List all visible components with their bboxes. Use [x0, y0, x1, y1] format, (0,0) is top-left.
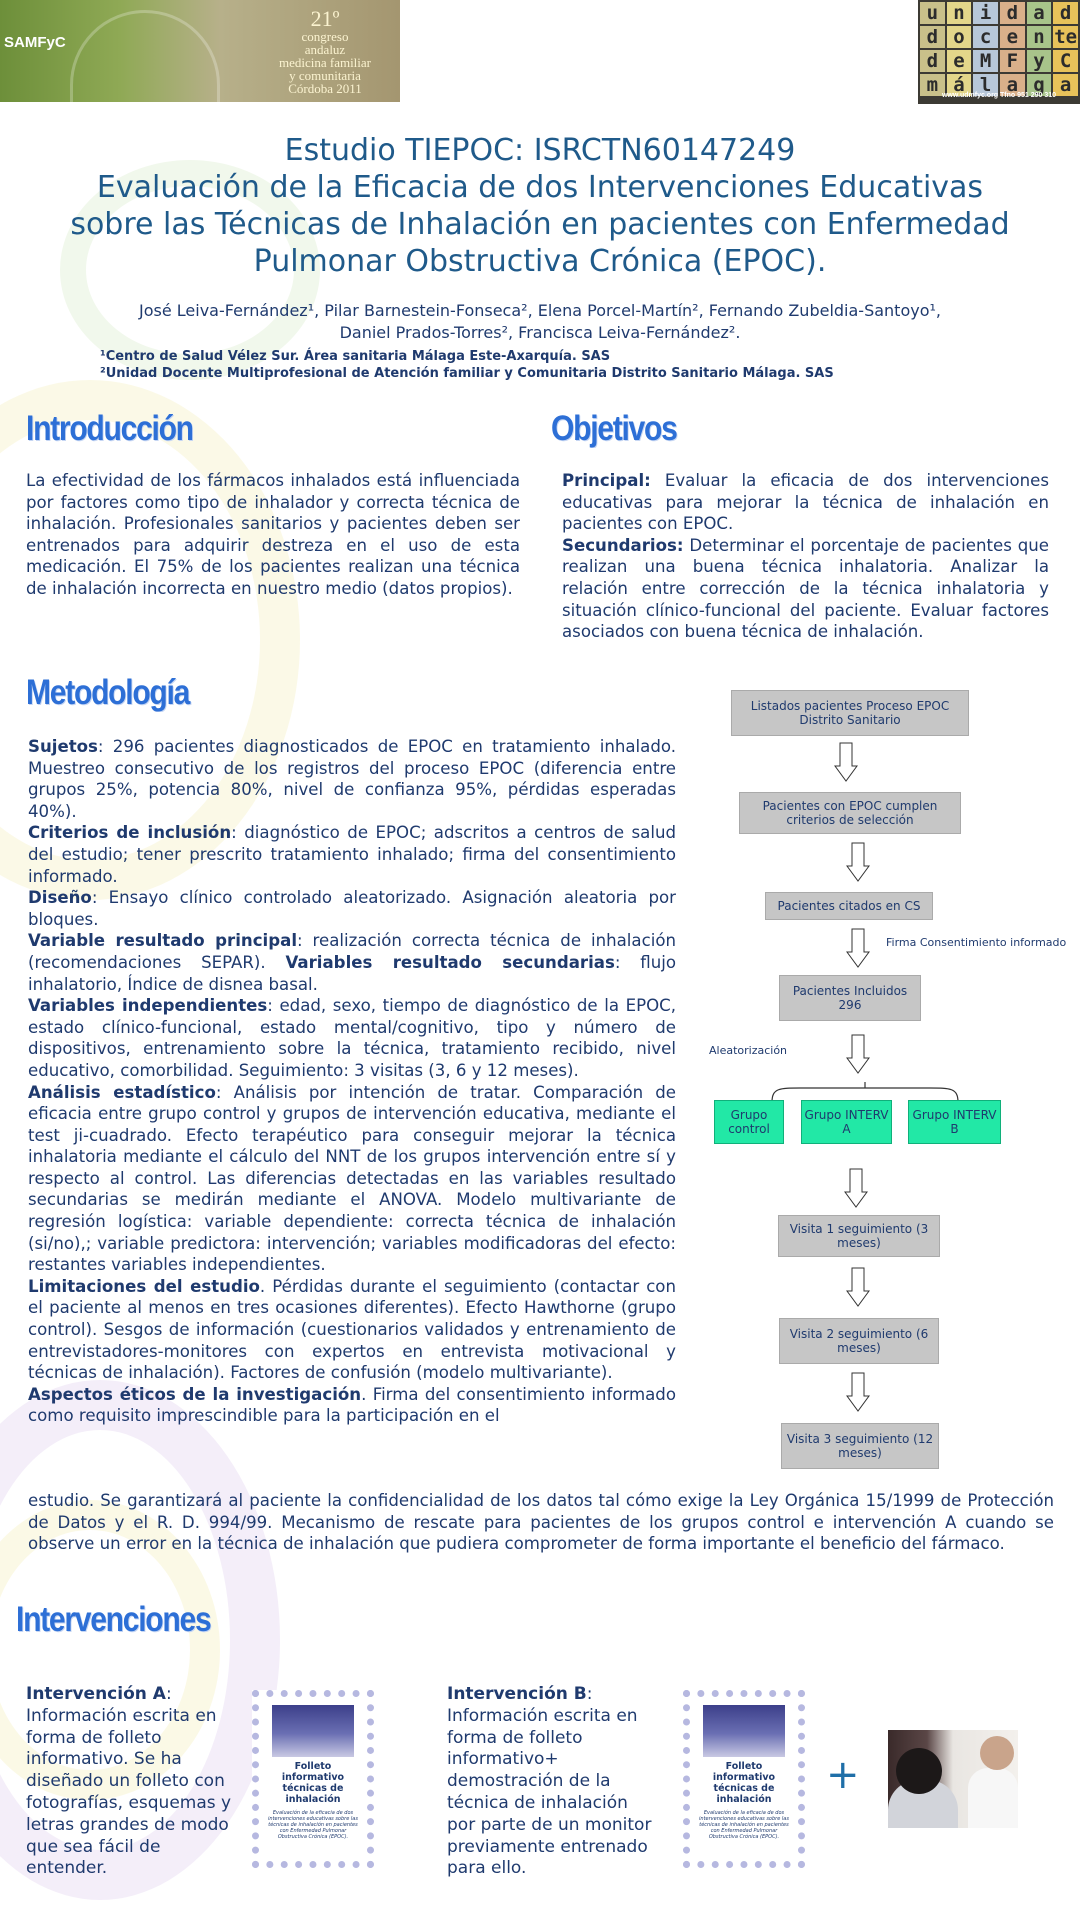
photo-shape	[968, 1768, 1018, 1828]
authors-line: José Leiva-Fernández¹, Pilar Barnestein-Fonseca², Elena Porcel-Martín², Fernando Zubeldia-Santoyo¹,	[139, 301, 941, 320]
down-arrow-icon	[834, 742, 858, 782]
logo-letter: a	[1027, 2, 1052, 24]
logo-letter: C	[1053, 50, 1078, 72]
group-interv-a-box: Grupo INTERV A	[801, 1100, 892, 1144]
variable-principal-label: Variable resultado principal	[28, 931, 298, 951]
congress-line: Córdoba 2011	[288, 81, 362, 96]
title-line: sobre las Técnicas de Inhalación en pacientes con Enfermedad	[70, 207, 1010, 242]
logo-letter: M	[973, 50, 998, 72]
title-line: Evaluación de la Eficacia de dos Intervenciones Educativas	[96, 170, 984, 205]
group-control-box: Grupo control	[714, 1100, 784, 1144]
flow-box-visita-3: Visita 3 seguimiento (12 meses)	[781, 1423, 939, 1469]
principal-label: Principal:	[562, 471, 651, 490]
intervencion-a: Intervención A: Información escrita en forma de folleto informativo. Se ha diseñado un folleto con fotografías, esquemas y letras grandes de modo que sea fácil de entender.	[26, 1684, 232, 1879]
logo-letter: d	[920, 26, 945, 48]
logo-letter: e	[1000, 26, 1025, 48]
variables-independientes-label: Variables independientes	[28, 996, 268, 1016]
unidad-docente-logo	[918, 0, 1080, 104]
photo-shape	[896, 1748, 942, 1794]
analisis-text: : Análisis por intención de tratar. Comparación de eficacia entre grupo control y grupos de intervención educativa, mediante el test ji-cuadrado. Efecto terapéutico para conseguir mejorar la técnica inhalatoria mediante el cálculo del NNT de los grupos intervención entre sí y respecto al control. Las diferencias detectadas en las variables resultado secundarias se medirán mediante el ANOVA. Modelo multivariante de regresión logística: variable dependiente: correcta técnica de inhalación (si/no),; variable predictora: intervención; variables modificadoras del efecto: restantes variables independientes.	[28, 1082, 677, 1275]
title-line: Estudio TIEPOC: ISRCTN60147249	[284, 133, 796, 168]
logo-letter: d	[1000, 2, 1025, 24]
leaflet-subtitle: Evaluación de la eficacia de dos intervenciones educativas sobre las técnicas de inhalación en pacientes con Enfermedad Pulmonar Obstructiva Crónica (EPOC).	[699, 1810, 789, 1840]
down-arrow-icon	[846, 1034, 870, 1074]
metodologia-heading: Metodología	[26, 673, 190, 712]
monitor-demonstration-photo	[888, 1730, 1018, 1828]
leaflet-title: Folleto informativo técnicas de inhalación	[712, 1761, 776, 1805]
limitaciones-label: Limitaciones del estudio	[28, 1276, 260, 1296]
logo-letter: c	[973, 26, 998, 48]
affiliations	[100, 348, 1000, 382]
logo-letter: l	[973, 74, 998, 96]
logo-letter: d	[920, 50, 945, 72]
sujetos-label: Sujetos	[28, 737, 98, 756]
logo-letter: a	[1000, 74, 1025, 96]
leaflet-subtitle: Evaluación de la eficacia de dos intervenciones educativas sobre las técnicas de inhalación en pacientes con Enfermedad Pulmonar Obstructiva Crónica (EPOC).	[268, 1810, 358, 1840]
analisis-label: Análisis estadístico	[28, 1082, 216, 1102]
eticos-text-continued: estudio. Se garantizará al paciente la confidencialidad de los datos tal cómo exige la Ley Orgánica 15/1999 de Protección de Datos y el R. D. 994/99. Mecanismo de rescate para pacientes de los grupos control e intervención A cuando se observe un error en la técnica de inhalación que pudiera comprometer de forma importante el beneficio del fármaco.	[28, 1491, 1054, 1554]
down-arrow-icon	[846, 1267, 870, 1307]
logo-letter: a	[1053, 74, 1078, 96]
flow-box-listados: Listados pacientes Proceso EPOC Distrito Sanitario	[731, 690, 969, 736]
metodologia-text	[28, 736, 676, 1427]
flow-box-incluidos	[779, 975, 921, 1021]
logo-letter: F	[1000, 50, 1025, 72]
logo-letter: i	[973, 2, 998, 24]
objetivos-heading: Objetivos	[551, 409, 677, 448]
variables-secundarias-text: : flujo inhalatorio, Índice de disnea basal.	[28, 952, 676, 994]
logo-letter: á	[947, 74, 972, 96]
logo-letter: g	[1027, 74, 1052, 96]
congress-line: andaluz	[304, 42, 346, 57]
flow-box-visita-1: Visita 1 seguimiento (3 meses)	[778, 1215, 940, 1257]
congress-title	[250, 8, 400, 95]
intervencion-a-text: Información escrita en forma de folleto informativo. Se ha diseñado un folleto con fotografías, esquemas y letras grandes de modo que sea fácil de entender.	[26, 1705, 232, 1879]
intervenciones-heading: Intervenciones	[16, 1600, 211, 1639]
logo-letter: d	[1053, 2, 1078, 24]
principal-text: Evaluar la eficacia de dos intervenciones educativas para mejorar la técnica de inhalación en pacientes con EPOC.	[562, 471, 1049, 534]
banner-arch-decoration	[70, 10, 220, 102]
sujetos-text: : 296 pacientes diagnosticados de EPOC en tratamiento inhalado. Muestreo consecutivo de los registros del proceso EPOC (diferencia entre grupos 25%, potencia 80%, nivel de confianza 95%, pérdidas esperadas 40%).	[28, 737, 676, 821]
eticos-label: Aspectos éticos de la investigación	[28, 1384, 362, 1404]
logo-letter: te	[1054, 26, 1078, 48]
intro-heading: Introducción	[26, 409, 193, 448]
congress-number: 21º	[310, 6, 340, 31]
down-arrow-icon	[846, 1372, 870, 1412]
photo-shape	[980, 1736, 1014, 1770]
title-line: Pulmonar Obstructiva Crónica (EPOC).	[253, 244, 827, 279]
authors-line: Daniel Prados-Torres², Francisca Leiva-Fernández².	[339, 323, 741, 342]
leaflet-photo	[703, 1705, 785, 1757]
intro-text: La efectividad de los fármacos inhalados está influenciada por factores como tipo de inhalador y correcta técnica de inhalación. Profesionales sanitarios y pacientes deben ser entrenados para adquirir destreza en el uso de esta medicación. El 75% de los pacientes realizan una técnica de inhalación incorrecta en nuestro medio (datos propios).	[26, 471, 520, 598]
intervencion-a-label: Intervención A	[26, 1684, 166, 1704]
variable-principal-text: : realización correcta técnica de inhalación (recomendaciones SEPAR).	[28, 931, 676, 972]
incluidos-label: Pacientes Incluidos	[792, 984, 908, 998]
logo-letter: o	[947, 26, 972, 48]
congress-banner-logo	[0, 0, 400, 102]
limitaciones-text: . Pérdidas durante el seguimiento (contactar con el paciente al menos en tres ocasiones diferentes). Efecto Hawthorne (grupo control). Sesgos de información (cuestionarios validados y entrenamiento de entrevistadores-monitores con expertos en entrevista motivacional y técnicas de inhalación). Factores de confusión (modelo multivariante).	[28, 1276, 676, 1383]
eticos-text: . Firma del consentimiento informado como requisito imprescindible para la participación en el	[28, 1384, 676, 1426]
affiliation-line: ²Unidad Docente Multiprofesional de Atención familiar y Comunitaria Distrito Sanitario Málaga. SAS	[100, 366, 834, 381]
logo-letter: y	[1027, 50, 1052, 72]
objetivos-text	[562, 470, 1049, 643]
samfyc-logo-text: SAMFyC	[4, 34, 66, 51]
down-arrow-icon	[846, 842, 870, 882]
consent-note: Firma Consentimiento informado	[886, 936, 1067, 949]
intervencion-b-text: Información escrita en forma de folleto informativo+ demostración de la técnica de inhalación por parte de un monitor previamente entrenado para ello.	[447, 1705, 652, 1879]
criterios-label: Criterios de inclusión	[28, 823, 232, 843]
poster-title	[20, 132, 1060, 280]
logo-footer: www.udmfyc.org Tfno 951 290 310	[941, 92, 1057, 99]
logo-letter: n	[947, 2, 972, 24]
down-arrow-icon	[846, 928, 870, 968]
secundarios-label: Secundarios:	[562, 535, 684, 555]
variables-independientes-text: : edad, sexo, tiempo de diagnóstico de la EPOC, estado clínico-funcional, estado mental/cognitivo, tipo y número de dispositivos, entrenamiento sobre la técnica, tratamiento recibido, nivel educativo, comorbilidad. Seguimiento: 3 visitas (3, 6 y 12 meses).	[28, 996, 677, 1080]
incluidos-count: 296	[838, 998, 862, 1012]
criterios-text: : diagnóstico de EPOC; adscritos a centros de salud del estudio; tener prescrito tratamiento inhalado; firma del consentimiento informado.	[28, 823, 677, 886]
intervencion-b-label: Intervención B	[447, 1684, 587, 1704]
congress-line: congreso	[301, 29, 349, 44]
logo-letter: n	[1027, 26, 1052, 48]
logo-letter: m	[920, 74, 945, 96]
leaflet-photo	[272, 1705, 354, 1757]
plus-icon: +	[826, 1752, 860, 1798]
flow-box-visita-2: Visita 2 seguimiento (6 meses)	[779, 1318, 939, 1364]
author-list	[40, 300, 1040, 344]
congress-line: y comunitaria	[289, 68, 361, 83]
diseno-label: Diseño	[28, 888, 92, 908]
secundarios-text: Determinar el porcentaje de pacientes que realizan una buena técnica inhalatoria. Analizar la relación entre corrección de la técnica inhalatoria y situación clínico-funcional del paciente. Evaluar factores asociados con buena técnica de inhalación.	[562, 535, 1049, 642]
flow-box-criterios: Pacientes con EPOC cumplen criterios de selección	[739, 792, 961, 834]
variables-secundarias-label: Variables resultado secundarias	[285, 952, 615, 972]
randomization-note: Aleatorización	[709, 1044, 788, 1057]
diseno-text: : Ensayo clínico controlado aleatorizado. Asignación aleatoria por bloques.	[28, 888, 676, 929]
leaflet-image-b	[683, 1690, 805, 1868]
down-arrow-icon	[844, 1168, 868, 1208]
group-interv-b-box: Grupo INTERV B	[908, 1100, 1001, 1144]
logo-letter: u	[920, 2, 945, 24]
intervencion-b: Intervención B: Información escrita en forma de folleto informativo+ demostración de la técnica de inhalación por parte de un monitor previamente entrenado para ello.	[447, 1684, 652, 1879]
logo-letter: e	[947, 50, 972, 72]
leaflet-image-a	[252, 1690, 374, 1868]
congress-line: medicina familiar	[278, 55, 372, 70]
affiliation-line: ¹Centro de Salud Vélez Sur. Área sanitaria Málaga Este-Axarquía. SAS	[100, 349, 611, 364]
flow-box-citados: Pacientes citados en CS	[765, 892, 933, 920]
leaflet-title: Folleto informativo técnicas de inhalación	[281, 1761, 345, 1805]
